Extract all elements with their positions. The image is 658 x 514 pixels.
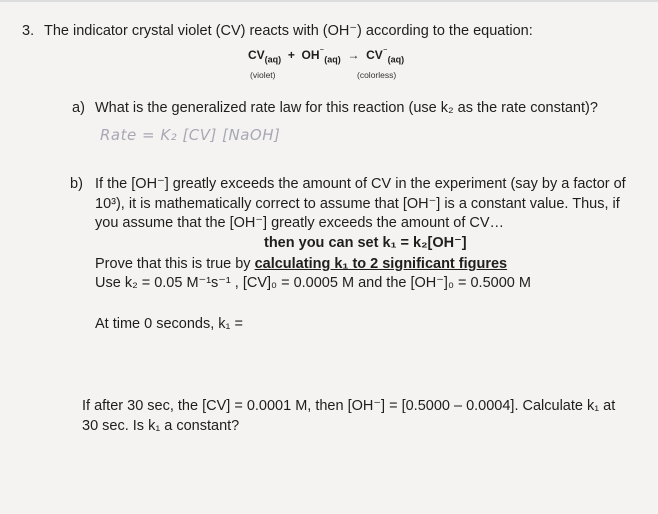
question-stem: The indicator crystal violet (CV) reacts with (OH⁻) according to the equation: — [44, 23, 533, 39]
reactant-cv: CV — [248, 48, 265, 62]
reactant-oh: OH — [301, 48, 320, 62]
part-b-time-zero: At time 0 seconds, k₁ = — [95, 316, 243, 332]
prove-prefix: Prove that this is true by — [95, 256, 255, 272]
product-cv-state: (aq) — [387, 54, 405, 65]
part-b-line1: If the [OH⁻] greatly exceeds the amount of CV in the experiment (say by a factor of — [95, 176, 626, 192]
reactant-oh-state: (aq) — [324, 54, 341, 65]
part-b-use-line: Use k₂ = 0.05 M⁻¹s⁻¹ , [CV]₀ = 0.0005 M and the [OH⁻]₀ = 0.5000 M — [95, 275, 531, 291]
question-number: 3. — [22, 23, 35, 39]
part-b-line2: 10³), it is mathematically correct to assume that [OH⁻] is a constant value. Thus, if — [95, 196, 620, 212]
label-violet: (violet) — [250, 70, 276, 80]
part-b-label: b) — [70, 176, 83, 192]
reactant-cv-state: (aq) — [264, 54, 282, 65]
part-b-line4: then you can set k₁ = k₂[OH⁻] — [264, 235, 467, 251]
part-b-line3: you assume that the [OH⁻] greatly exceeds the amount of CV… — [95, 215, 505, 231]
product-cv: CV — [366, 48, 383, 62]
prove-underlined: calculating k₁ to 2 significant figures — [254, 256, 508, 272]
part-c-line1: If after 30 sec, the [CV] = 0.0001 M, then [OH⁻] = [0.5000 – 0.0004]. Calculate k₁ at — [82, 398, 616, 414]
handwritten-rate-law: Rate = K₂ [CV] [NaOH] — [100, 126, 281, 144]
part-c-line2: 30 sec. Is k₁ a constant? — [82, 418, 240, 434]
label-colorless: (colorless) — [357, 70, 397, 80]
reactant-oh-charge: ⁻ — [319, 46, 325, 56]
part-a-label: a) — [72, 100, 85, 116]
reaction-arrow-icon: → — [347, 48, 360, 62]
chemical-equation — [248, 46, 404, 64]
part-a-text: What is the generalized rate law for this reaction (use k₂ as the rate constant)? — [95, 100, 598, 116]
part-b-prove — [95, 256, 507, 272]
plus-sign: + — [287, 48, 295, 62]
product-cv-charge: ⁻ — [382, 46, 388, 56]
top-border — [0, 0, 658, 2]
